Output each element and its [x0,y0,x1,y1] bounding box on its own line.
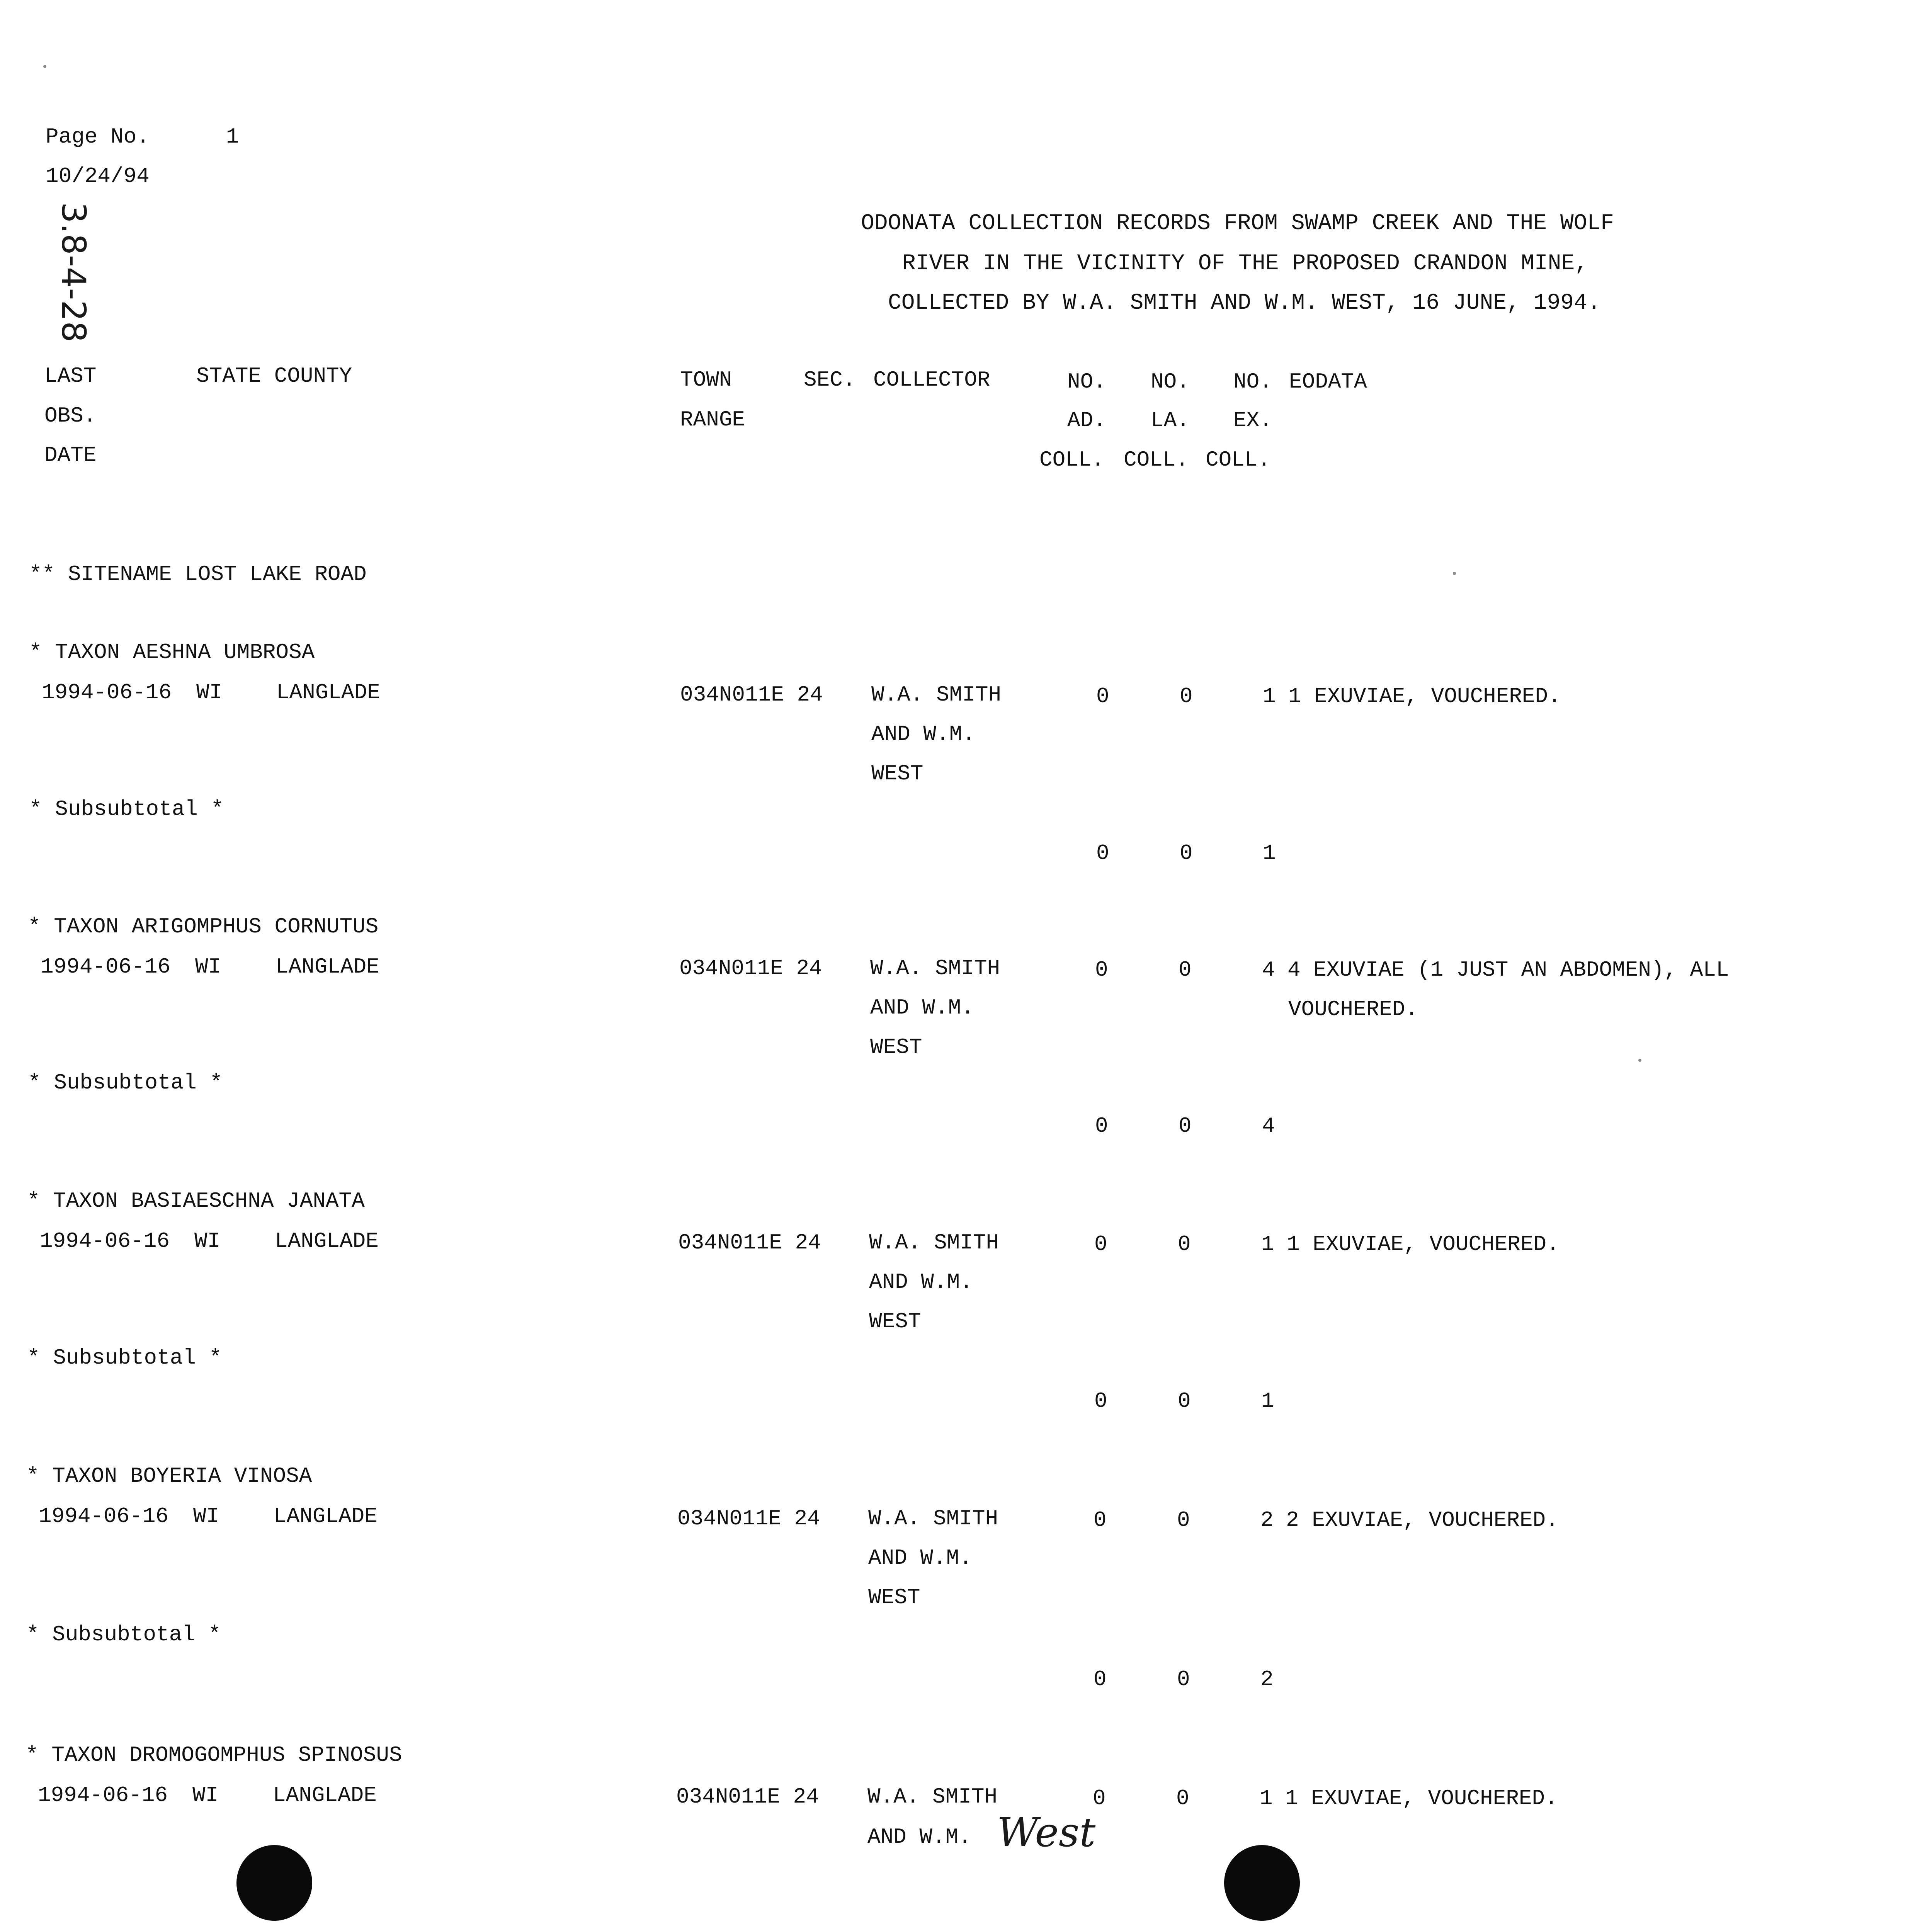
report-title-line-2: RIVER IN THE VICINITY OF THE PROPOSED CRANDON MINE, [902,251,1588,276]
record-date: 1994-06-16 [41,954,171,979]
taxon-heading: * TAXON BOYERIA VINOSA [26,1464,312,1488]
record-collector-1: W.A. SMITH [868,1506,998,1531]
col-date: DATE [44,443,97,468]
scan-speck [43,65,46,68]
record-la: 0 [1179,957,1192,982]
taxon-heading: * TAXON ARIGOMPHUS CORNUTUS [28,914,379,939]
record-town-sec: 034N011E 24 [678,1230,821,1255]
report-title-line-1: ODONATA COLLECTION RECORDS FROM SWAMP CREEK AND THE WOLF [861,211,1614,236]
taxon-heading: * TAXON BASIAESCHNA JANATA [27,1189,365,1213]
record-state: WI [193,1504,219,1529]
scan-speck [1638,1059,1641,1062]
record-collector-1: W.A. SMITH [871,682,1002,707]
record-county: LANGLADE [275,1229,379,1253]
subtotal-ex: 1 [1263,841,1276,866]
col-collector: COLLECTOR [873,367,990,392]
col-ex-1: NO. [1233,369,1272,394]
record-state: WI [194,1229,221,1253]
record-town-sec: 034N011E 24 [679,956,822,981]
record-eodata-2: VOUCHERED. [1288,997,1418,1022]
record-ex: 2 [1260,1508,1274,1532]
subtotal-ad: 0 [1094,1667,1107,1692]
record-collector-3: WEST [870,1035,922,1060]
record-ex: 1 [1263,684,1276,709]
page-number: 1 [226,124,239,149]
record-date: 1994-06-16 [40,1229,170,1253]
record-town-sec: 034N011E 24 [676,1784,819,1809]
record-ad: 0 [1094,1232,1107,1257]
col-ad-2: AD. [1067,408,1106,433]
record-la: 0 [1177,1508,1190,1532]
record-ad: 0 [1096,684,1109,709]
col-obs: OBS. [44,403,97,428]
subtotal-ex: 4 [1262,1114,1275,1138]
subtotal-label: * Subsubtotal * [26,1622,221,1647]
report-date: 10/24/94 [46,164,150,189]
record-town-sec: 034N011E 24 [677,1506,820,1531]
col-last: LAST [44,364,97,388]
record-collector-2: AND W.M. [869,1270,973,1294]
col-state-county: STATE COUNTY [196,364,352,388]
subtotal-la: 0 [1179,1114,1192,1138]
col-ad-1: NO. [1067,369,1106,394]
col-sec: SEC. [804,367,856,392]
record-ad: 0 [1093,1786,1106,1811]
record-date: 1994-06-16 [42,680,172,705]
record-town-sec: 034N011E 24 [680,682,823,707]
subtotal-label: * Subsubtotal * [27,1345,222,1370]
record-eodata-1: 1 EXUVIAE, VOUCHERED. [1285,1786,1558,1811]
handwritten-page-code [54,202,93,367]
record-la: 0 [1176,1786,1189,1811]
subtotal-la: 0 [1178,1389,1191,1413]
binder-hole-center [1224,1845,1300,1921]
handwritten-collector-note: West [997,1809,1096,1856]
col-eodata: EODATA [1289,369,1367,394]
subtotal-la: 0 [1180,841,1193,866]
record-eodata-1: 2 EXUVIAE, VOUCHERED. [1286,1508,1559,1532]
col-ad-3: COLL. [1039,447,1105,472]
col-ex-2: EX. [1233,408,1272,433]
record-ex: 4 [1262,957,1275,982]
record-county: LANGLADE [273,1783,377,1808]
subtotal-la: 0 [1177,1667,1190,1692]
record-county: LANGLADE [276,954,379,979]
binder-hole-left [236,1845,312,1921]
subtotal-ex: 1 [1261,1389,1274,1413]
record-ad: 0 [1095,957,1108,982]
col-la-2: LA. [1151,408,1190,433]
subtotal-ad: 0 [1095,1114,1108,1138]
record-date: 1994-06-16 [38,1783,168,1808]
record-collector-2: AND W.M. [870,995,974,1020]
record-ex: 1 [1261,1232,1274,1257]
record-county: LANGLADE [276,680,380,705]
record-date: 1994-06-16 [39,1504,169,1529]
taxon-heading: * TAXON AESHNA UMBROSA [29,640,315,665]
record-state: WI [192,1783,219,1808]
record-collector-2: AND W.M. [867,1825,971,1849]
col-la-3: COLL. [1124,447,1189,472]
record-state: WI [195,954,221,979]
record-collector-3: WEST [868,1585,920,1610]
report-title-line-3: COLLECTED BY W.A. SMITH AND W.M. WEST, 16 JUNE, 1994. [888,291,1601,316]
record-collector-1: W.A. SMITH [870,956,1000,981]
record-state: WI [196,680,223,705]
col-range: RANGE [680,407,745,432]
record-county: LANGLADE [274,1504,378,1529]
subtotal-ad: 0 [1094,1389,1107,1413]
record-eodata-1: 1 EXUVIAE, VOUCHERED. [1288,684,1561,709]
record-collector-2: AND W.M. [868,1546,972,1570]
record-collector-3: WEST [871,761,923,786]
subtotal-ad: 0 [1096,841,1109,866]
record-la: 0 [1180,684,1193,709]
handwritten-page-code-text: 3.8-4-28 [54,202,93,342]
record-ad: 0 [1094,1508,1107,1532]
scan-speck [1453,572,1456,575]
record-eodata-1: 1 EXUVIAE, VOUCHERED. [1287,1232,1560,1257]
taxon-heading: * TAXON DROMOGOMPHUS SPINOSUS [26,1743,402,1767]
record-eodata-1: 4 EXUVIAE (1 JUST AN ABDOMEN), ALL [1287,957,1729,982]
subtotal-ex: 2 [1260,1667,1274,1692]
record-collector-2: AND W.M. [871,722,975,747]
subtotal-label: * Subsubtotal * [29,797,224,821]
record-la: 0 [1178,1232,1191,1257]
subtotal-label: * Subsubtotal * [28,1070,223,1095]
record-collector-1: W.A. SMITH [867,1784,998,1809]
col-la-1: NO. [1151,369,1190,394]
col-town: TOWN [680,367,732,392]
sitename: ** SITENAME LOST LAKE ROAD [29,562,367,587]
col-ex-3: COLL. [1206,447,1271,472]
record-ex: 1 [1260,1786,1273,1811]
page-number-label: Page No. [46,124,150,149]
record-collector-3: WEST [869,1309,921,1334]
record-collector-1: W.A. SMITH [869,1230,999,1255]
